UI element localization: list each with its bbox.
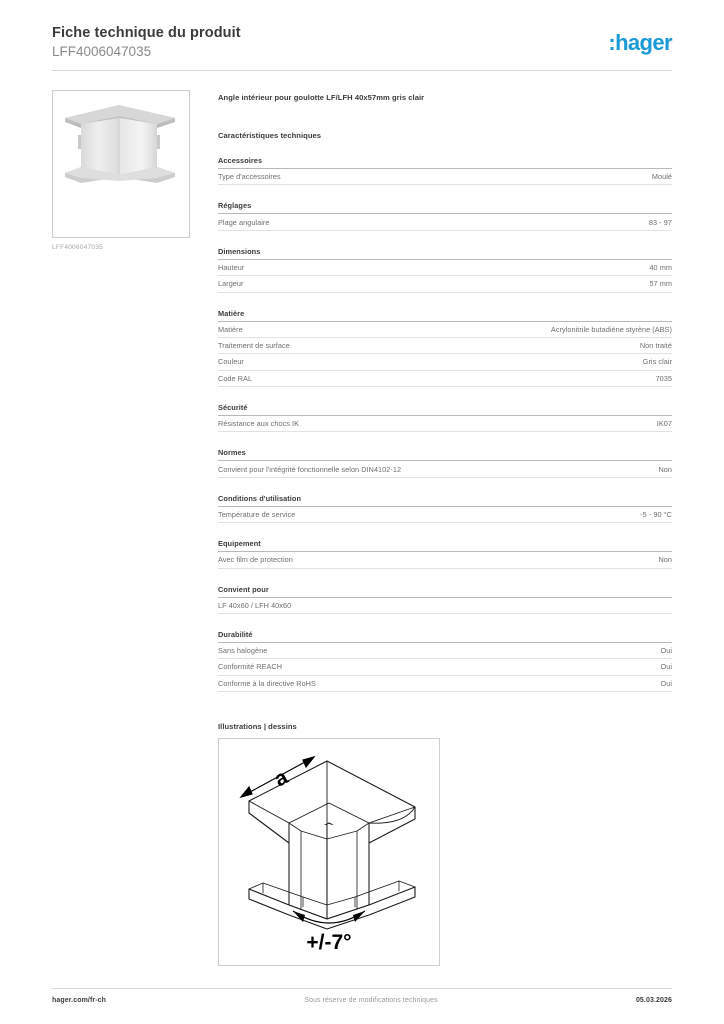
page-title: Fiche technique du produit	[52, 25, 241, 41]
spec-row-label: Code RAL	[218, 373, 253, 383]
spec-row	[218, 461, 672, 477]
spec-row-value: Non	[658, 555, 672, 565]
specification-sections	[218, 156, 672, 692]
spec-row-value: Non traité	[639, 341, 672, 351]
spec-section-title: Durabilité	[218, 630, 672, 643]
spec-row	[218, 507, 672, 523]
spec-section	[218, 630, 672, 692]
spec-row-label: Plage angulaire	[218, 217, 270, 227]
product-photo-frame	[52, 90, 190, 238]
spec-section-title: Réglages	[218, 201, 672, 214]
spec-row-value: -5 - 90 °C	[640, 509, 672, 519]
spec-row	[218, 214, 672, 230]
product-thumbnail-column	[52, 90, 192, 251]
drawing-label-angle: +/-7°	[306, 931, 352, 954]
spec-row	[218, 260, 672, 276]
spec-row	[218, 169, 672, 185]
spec-row-label: Température de service	[218, 509, 296, 519]
spec-row-label: Largeur	[218, 279, 244, 289]
spec-row-label: Couleur	[218, 357, 244, 367]
spec-row	[218, 552, 672, 568]
spec-row-value: Oui	[660, 646, 672, 656]
spec-section	[218, 156, 672, 185]
spec-row-value: 40 mm	[649, 262, 672, 272]
spec-section-title: Convient pour	[218, 585, 672, 598]
spec-section	[218, 403, 672, 432]
spec-row	[218, 643, 672, 659]
spec-section-title: Sécurité	[218, 403, 672, 416]
spec-section-title: Equipement	[218, 539, 672, 552]
spec-row	[218, 338, 672, 354]
spec-section	[218, 585, 672, 614]
spec-row	[218, 598, 672, 614]
spec-row-label: LF 40x60 / LFH 40x60	[218, 600, 292, 610]
footer-website[interactable]: hager.com/fr-ch	[52, 997, 107, 1004]
spec-row	[218, 276, 672, 292]
spec-row-value: Gris clair	[642, 357, 672, 367]
spec-row-value: IK07	[656, 419, 672, 429]
spec-row-label: Avec film de protection	[218, 555, 293, 565]
spec-row-label: Conforme à la directive RoHS	[218, 678, 316, 688]
product-photo-inner-angle-icon	[53, 91, 189, 237]
spec-row	[218, 354, 672, 370]
spec-section-title: Normes	[218, 448, 672, 461]
spec-section-title: Dimensions	[218, 247, 672, 260]
spec-row-label: Matière	[218, 324, 243, 334]
illustrations-heading: Illustrations | dessins	[218, 722, 297, 731]
technical-drawing-inner-angle	[219, 739, 439, 965]
footer-divider	[52, 988, 672, 989]
specifications-column	[218, 92, 672, 966]
header-divider	[52, 70, 672, 71]
spec-row-value: Oui	[660, 662, 672, 672]
spec-section	[218, 494, 672, 523]
product-reference: LFF4006047035	[52, 44, 152, 59]
spec-row-value: Non	[658, 464, 672, 474]
drawing-label-dimension-a: a	[270, 765, 292, 792]
spec-row-label: Traitement de surface	[218, 341, 290, 351]
page-footer	[52, 997, 672, 1004]
technical-drawing-frame	[218, 738, 440, 966]
footer-date: 05.03.2026	[635, 997, 672, 1004]
spec-row-label: Résistance aux chocs IK	[218, 419, 300, 429]
spec-section-title: Matière	[218, 309, 672, 322]
spec-row	[218, 322, 672, 338]
spec-section	[218, 448, 672, 477]
spec-section-title: Accessoires	[218, 156, 672, 169]
spec-row-label: Convient pour l'intégrité fonctionnelle selon DIN4102-12	[218, 464, 402, 474]
product-photo-caption: LFF4006047035	[52, 244, 103, 251]
technical-characteristics-heading: Caractéristiques techniques	[218, 131, 322, 140]
footer-disclaimer: Sous réserve de modifications techniques	[304, 997, 438, 1004]
spec-section	[218, 247, 672, 293]
spec-row	[218, 676, 672, 692]
spec-section	[218, 201, 672, 230]
product-description: Angle intérieur pour goulotte LF/LFH 40x57mm gris clair	[218, 93, 425, 102]
spec-row-value: Moulé	[651, 172, 672, 182]
spec-row	[218, 371, 672, 387]
hager-logo: :hager	[608, 30, 672, 55]
spec-section	[218, 309, 672, 388]
spec-row-value: 83 - 97	[648, 217, 672, 227]
spec-section	[218, 539, 672, 568]
spec-row-value: 7035	[655, 373, 672, 383]
spec-section-title: Conditions d'utilisation	[218, 494, 672, 507]
spec-row	[218, 659, 672, 675]
page-header	[52, 24, 672, 70]
spec-row-label: Type d'accessoires	[218, 172, 281, 182]
spec-row-value: Acrylonitrile butadiène styrène (ABS)	[550, 324, 672, 334]
spec-row-label: Conformité REACH	[218, 662, 283, 672]
spec-row-label: Hauteur	[218, 262, 245, 272]
spec-row-value: Oui	[660, 678, 672, 688]
spec-row-label: Sans halogène	[218, 646, 268, 656]
spec-row-value: 57 mm	[649, 279, 672, 289]
spec-row	[218, 416, 672, 432]
